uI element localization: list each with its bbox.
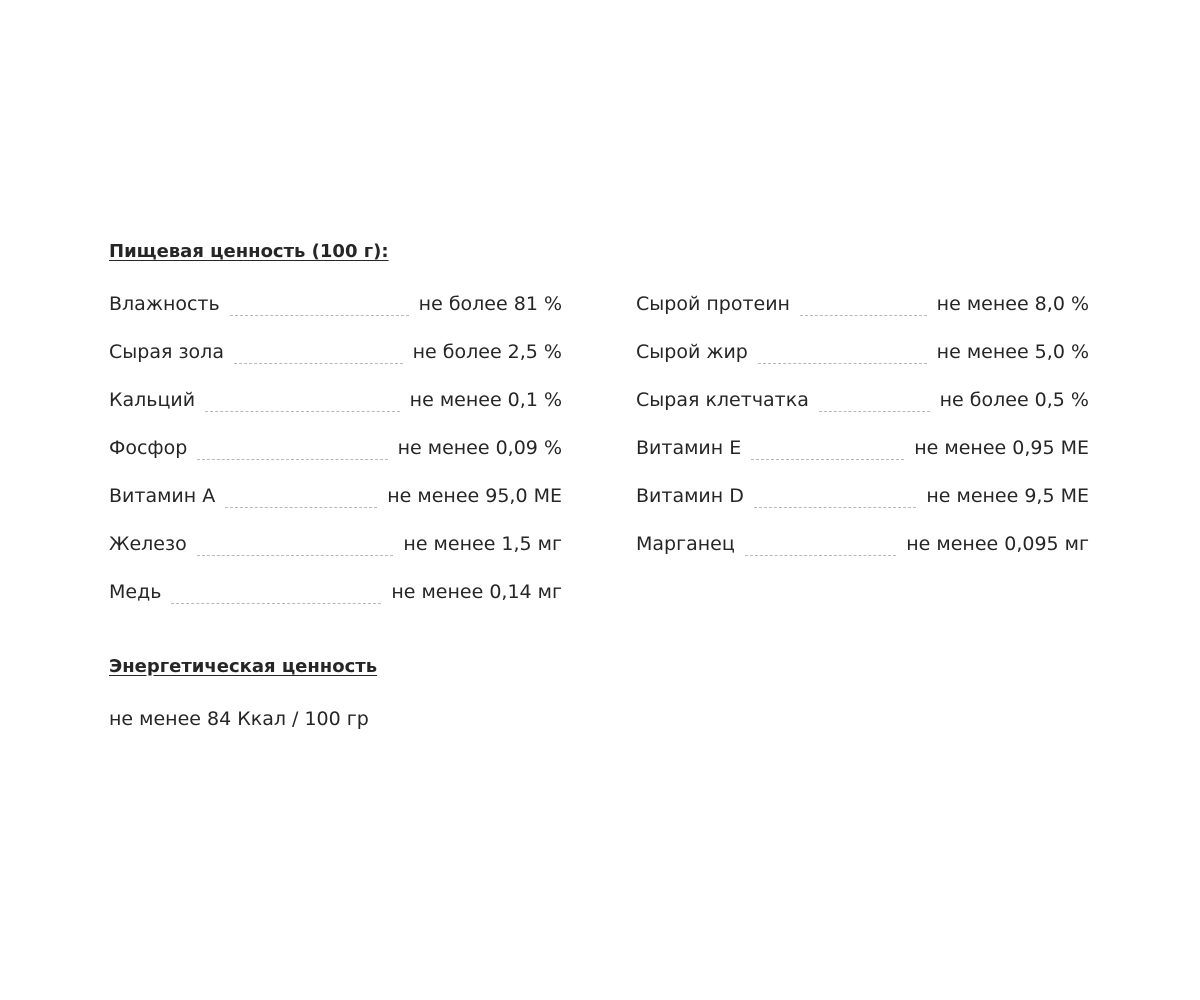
nutrient-row-ash <box>109 336 562 384</box>
dotted-leader <box>745 555 896 556</box>
dotted-leader <box>230 315 409 316</box>
nutrient-value: не менее 0,1 % <box>409 389 562 411</box>
nutrition-column-left <box>109 288 562 624</box>
nutrient-row-moisture <box>109 288 562 336</box>
dotted-leader <box>751 459 904 460</box>
nutrient-row-protein <box>636 288 1089 336</box>
nutrient-label: Медь <box>109 581 162 603</box>
nutrient-label: Витамин А <box>109 485 216 507</box>
dotted-leader <box>754 507 916 508</box>
nutrition-table <box>109 288 1089 624</box>
nutrition-column-right <box>636 288 1089 624</box>
nutrient-value: не менее 0,09 % <box>397 437 562 459</box>
nutrient-label: Марганец <box>636 533 735 555</box>
nutrient-value: не менее 95,0 МЕ <box>387 485 562 507</box>
nutrient-value: не менее 1,5 мг <box>403 533 562 555</box>
nutrient-label: Сырая клетчатка <box>636 389 809 411</box>
nutrient-value: не менее 0,095 мг <box>906 533 1089 555</box>
nutrient-row-vitamin-a <box>109 480 562 528</box>
nutrient-value: не более 0,5 % <box>939 389 1089 411</box>
nutrient-label: Витамин Е <box>636 437 742 459</box>
dotted-leader <box>234 363 403 364</box>
nutrient-value: не менее 9,5 МЕ <box>926 485 1089 507</box>
dotted-leader <box>197 555 394 556</box>
nutrient-row-calcium <box>109 384 562 432</box>
nutrient-label: Влажность <box>109 293 220 315</box>
nutrient-value: не менее 0,95 МЕ <box>914 437 1089 459</box>
nutrient-value: не менее 5,0 % <box>936 341 1089 363</box>
nutrient-row-copper <box>109 576 562 624</box>
nutrition-heading: Пищевая ценность (100 г): <box>109 241 389 262</box>
nutrient-label: Фосфор <box>109 437 188 459</box>
nutrient-value: не более 81 % <box>418 293 562 315</box>
nutrient-row-vitamin-e <box>636 432 1089 480</box>
nutrient-row-fiber <box>636 384 1089 432</box>
nutrient-row-phosphorus <box>109 432 562 480</box>
nutrient-value: не менее 8,0 % <box>936 293 1089 315</box>
nutrient-value: не более 2,5 % <box>412 341 562 363</box>
nutrient-row-iron <box>109 528 562 576</box>
nutrition-info <box>109 236 1089 735</box>
dotted-leader <box>205 411 400 412</box>
nutrient-label: Сырой жир <box>636 341 748 363</box>
nutrient-row-manganese <box>636 528 1089 576</box>
nutrient-label: Кальций <box>109 389 196 411</box>
dotted-leader <box>758 363 927 364</box>
nutrient-label: Сырой протеин <box>636 293 790 315</box>
nutrient-value: не менее 0,14 мг <box>391 581 562 603</box>
nutrient-label: Сырая зола <box>109 341 224 363</box>
nutrient-label: Железо <box>109 533 187 555</box>
dotted-leader <box>171 603 381 604</box>
nutrient-row-fat <box>636 336 1089 384</box>
dotted-leader <box>225 507 377 508</box>
energy-heading: Энергетическая ценность <box>109 656 378 677</box>
nutrient-row-vitamin-d <box>636 480 1089 528</box>
dotted-leader <box>197 459 387 460</box>
energy-value: не менее 84 Ккал / 100 гр <box>109 708 369 730</box>
nutrient-label: Витамин D <box>636 485 744 507</box>
dotted-leader <box>800 315 927 316</box>
dotted-leader <box>819 411 930 412</box>
